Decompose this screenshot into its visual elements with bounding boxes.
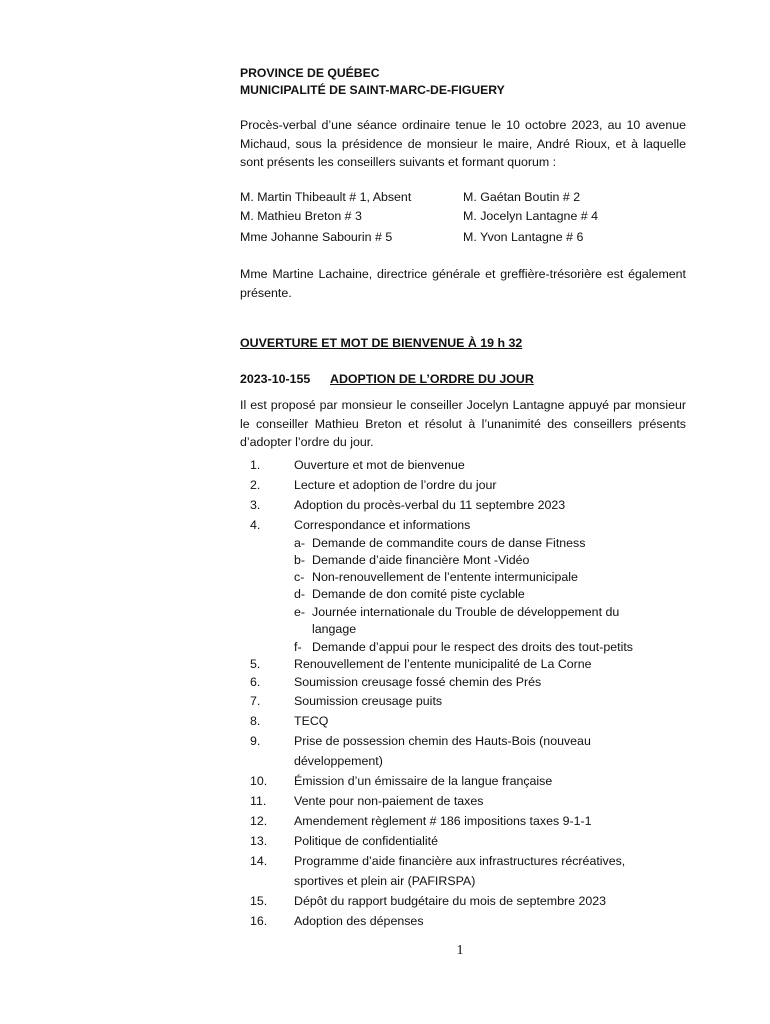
agenda-item: Amendement règlement # 186 impositions taxes 9-1-1	[294, 814, 592, 828]
councillor-right-1: M. Gaétan Boutin # 2	[463, 190, 581, 204]
director-paragraph: Mme Martine Lachaine, directrice générale et greffière-trésorière est également présente.	[240, 267, 686, 300]
sub-item: Demande de don comité piste cyclable	[312, 587, 525, 601]
councillor-left-2: M. Mathieu Breton # 3	[240, 209, 362, 223]
councillor-left-1: M. Martin Thibeault # 1, Absent	[240, 190, 412, 204]
agenda-item: Lecture et adoption de l’ordre du jour	[294, 478, 497, 492]
agenda-item: Adoption des dépenses	[294, 914, 424, 928]
agenda-num: 2.	[250, 478, 261, 492]
sub-letter: c-	[294, 570, 305, 584]
opening-heading: OUVERTURE ET MOT DE BIENVENUE À 19 h 32	[240, 336, 523, 350]
agenda-item: TECQ	[294, 714, 329, 728]
agenda-num: 3.	[250, 498, 261, 512]
agenda-item: Renouvellement de l’entente municipalité de La Corne	[294, 657, 592, 671]
agenda-num: 5.	[250, 657, 261, 671]
agenda-num: 15.	[250, 894, 268, 908]
sub-letter: e-	[294, 605, 306, 619]
agenda-num: 8.	[250, 714, 261, 728]
councillor-right-3: M. Yvon Lantagne # 6	[463, 230, 584, 244]
agenda-num: 1.	[250, 458, 261, 472]
intro-paragraph: Procès-verbal d’une séance ordinaire tenue le 10 octobre 2023, au 10 avenue Michaud, sous la présidence de monsieur le maire, André Rioux, et à laquelle sont présents les conseillers suivants et formant quorum :	[240, 118, 686, 169]
agenda-item: Soumission creusage fossé chemin des Prés	[294, 675, 542, 689]
agenda-item: Soumission creusage puits	[294, 694, 443, 708]
sub-letter: b-	[294, 553, 306, 567]
councillor-right-2: M. Jocelyn Lantagne # 4	[463, 209, 599, 223]
agenda-num: 12.	[250, 814, 268, 828]
agenda-item: Correspondance et informations	[294, 518, 471, 532]
province-heading: PROVINCE DE QUÉBEC	[240, 66, 380, 80]
agenda-num: 4.	[250, 518, 261, 532]
councillor-left-3: Mme Johanne Sabourin # 5	[240, 230, 393, 244]
sub-letter: f-	[294, 640, 302, 654]
agenda-item: Programme d’aide financière aux infrastructures récréatives,	[294, 854, 626, 868]
agenda-num: 9.	[250, 734, 261, 748]
page-number: 1	[456, 943, 464, 958]
agenda-item: Prise de possession chemin des Hauts-Bois (nouveau	[294, 734, 591, 748]
agenda-num: 6.	[250, 675, 261, 689]
sub-item-continued: langage	[312, 622, 357, 636]
agenda-num: 7.	[250, 694, 261, 708]
sub-item: Demande d’aide financière Mont -Vidéo	[312, 553, 530, 567]
agenda-num: 16.	[250, 914, 268, 928]
agenda-item: Émission d’un émissaire de la langue française	[294, 774, 553, 788]
agenda-item-continued: développement)	[294, 754, 383, 768]
agenda-num: 11.	[250, 794, 267, 808]
agenda-item: Vente pour non-paiement de taxes	[294, 794, 484, 808]
agenda-num: 13.	[250, 834, 268, 848]
sub-item: Demande de commandite cours de danse Fitness	[312, 536, 586, 550]
agenda-item: Dépôt du rapport budgétaire du mois de septembre 2023	[294, 894, 607, 908]
sub-item: Demande d’appui pour le respect des droits des tout-petits	[312, 640, 633, 654]
sub-item: Non-renouvellement de l’entente intermunicipale	[312, 570, 578, 584]
agenda-item-continued: sportives et plein air (PAFIRSPA)	[294, 874, 476, 888]
agenda-item: Ouverture et mot de bienvenue	[294, 458, 465, 472]
sub-letter: a-	[294, 536, 306, 550]
agenda-num: 10.	[250, 774, 268, 788]
sub-letter: d-	[294, 587, 306, 601]
resolution-title: ADOPTION DE L’ORDRE DU JOUR	[330, 372, 534, 386]
agenda-item: Adoption du procès-verbal du 11 septembre 2023	[294, 498, 566, 512]
resolution-text: Il est proposé par monsieur le conseiller Jocelyn Lantagne appuyé par monsieur le conseiller Mathieu Breton et résolut à l’unanimité des conseillers présents d’adopter l’ordre du jour.	[240, 398, 686, 449]
agenda-num: 14.	[250, 854, 268, 868]
sub-item: Journée internationale du Trouble de développement du	[312, 605, 620, 619]
municipality-heading: MUNICIPALITÉ DE SAINT-MARC-DE-FIGUERY	[240, 83, 505, 97]
resolution-number: 2023-10-155	[240, 372, 311, 386]
agenda-item: Politique de confidentialité	[294, 834, 438, 848]
